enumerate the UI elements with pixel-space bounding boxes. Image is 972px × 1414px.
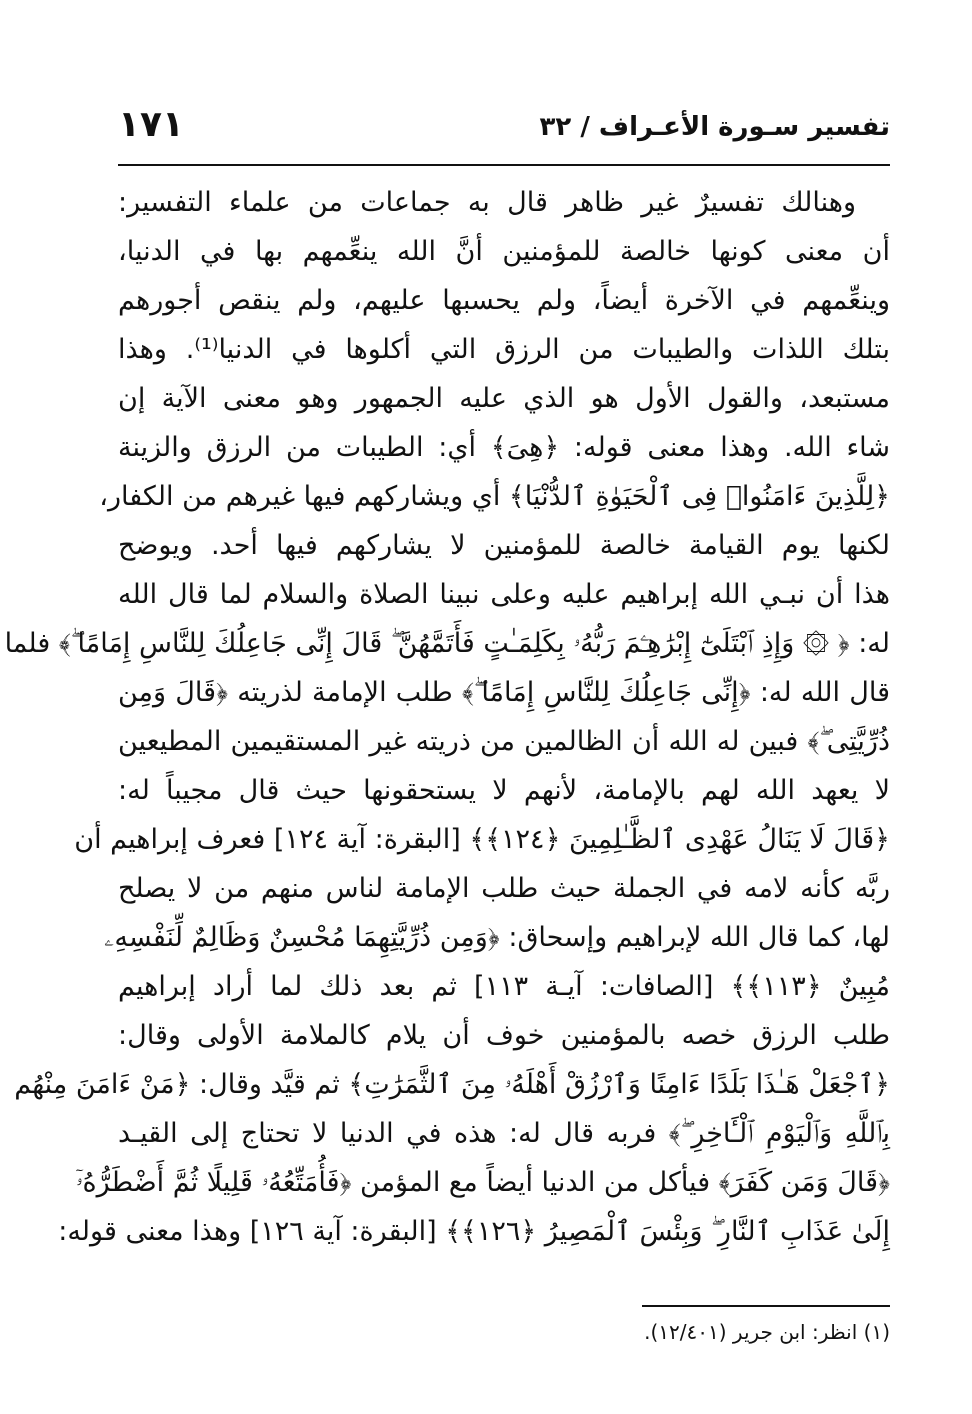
page-header (118, 104, 890, 160)
text-line: مُبِينٌ ﴿١١٣﴾﴾ [الصافات: آيـة ١١٣] ثم بعد ذلك لما أراد إبراهيم (118, 971, 890, 1002)
header-divider (118, 164, 890, 166)
page-number: ١٧١ (118, 104, 184, 145)
text-line: ﴿لِلَّذِينَ ءَامَنُوا۟ فِى ٱلْحَيَوٰةِ ٱلدُّنْيَا﴾ أي ويشاركهم فيها غيرهم من الكفار، (99, 481, 890, 512)
text-line: ذُرِّيَّتِى ۖ﴾ فبين له الله أن الظالمين من ذريته غير المستقيمين المطيعين (118, 726, 890, 757)
text-line: ﴿ٱجْعَلْ هَـٰذَا بَلَدًا ءَامِنًا وَٱرْزُقْ أَهْلَهُۥ مِنَ ٱلثَّمَرَٰتِ﴾ ثم قيَّد وقال: ﴿مَنْ ءَامَنَ مِنْهُم (14, 1069, 890, 1100)
text-line: إِلَىٰ عَذَابِ ٱلنَّارِ ۖ وَبِئْسَ ٱلْمَصِيرُ ﴿١٢٦﴾﴾ [البقرة: آية ١٢٦] وهذا معنى قوله: (58, 1216, 890, 1247)
text-line: وهنالك تفسيرٌ غير ظاهر قال به جماعات من علماء التفسير: (118, 187, 856, 218)
text-line: ﴿قَالَ لَا يَنَالُ عَهْدِى ٱلظَّـٰلِمِينَ ﴿١٢٤﴾﴾ [البقرة: آية ١٢٤] فعرف إبراهيم أن (74, 824, 890, 855)
text-line: ربَّه كأنه لامه في الجملة حيث طلب الإمامة لناس منهم من لا يصلح (118, 873, 890, 904)
text-line: له: ﴿ ۞ وَإِذِ ٱبْتَلَىٰٓ إِبْرَٰهِـۧمَ رَبُّهُۥ بِكَلِمَـٰتٍ فَأَتَمَّهُنَّ ۖ قَالَ إِنِّى جَاعِلُكَ لِلنَّاسِ إِمَامًا ۖ﴾ فلما (4, 628, 890, 659)
footnote: (١) انظر: ابن جرير (١٢/٤٠١). (644, 1320, 890, 1344)
text-line: لا يعهد الله لهم بالإمامة، لأنهم لا يستحقونها حيث قال مجيباً له: (118, 775, 890, 806)
text-line: لها، كما قال الله لإبراهيم وإسحاق: ﴿وَمِن ذُرِّيَّتِهِمَا مُحْسِنٌ وَظَالِمٌ لِّنَفْسِهِۦ (104, 922, 890, 953)
text-line: مستبعد، والقول الأول هو الذي عليه الجمهور وهو معنى الآية إن (118, 383, 890, 414)
running-title: تفسير سـورة الأعـراف / ٣٢ (539, 112, 890, 142)
text-line: بِٱللَّهِ وَٱلْيَوْمِ ٱلْـَٔاخِرِ ۖ﴾ فربه قال له: هذه في الدنيا لا تحتاج إلى القيـد (118, 1118, 890, 1149)
footnote-divider (642, 1305, 890, 1307)
text-line: أن معنى كونها خالصة للمؤمنين أنَّ الله ينعِّمهم بها في الدنيا، (118, 236, 890, 267)
text-line: لكنها يوم القيامة خالصة للمؤمنين لا يشاركهم فيها أحد. ويوضح (118, 530, 890, 561)
text-line: طلب الرزق خصه بالمؤمنين خوف أن يلام كالملامة الأولى وقال: (118, 1020, 890, 1051)
text-line: وينعِّمهم في الآخرة أيضاً، ولم يحسبها عليهم، ولم ينقص أجورهم (118, 285, 890, 316)
text-line: قال الله له: ﴿إِنِّى جَاعِلُكَ لِلنَّاسِ إِمَامًا ۖ﴾ طلب الإمامة لذريته ﴿قَالَ وَمِن (118, 677, 890, 708)
text-line: شاء الله. وهذا معنى قوله: ﴿هِىَ﴾ أي: الطيبات من الرزق والزينة (118, 432, 890, 463)
body-text (4, 178, 890, 1256)
text-line: ﴿قَالَ وَمَن كَفَرَ﴾ فيأكل من الدنيا أيضاً مع المؤمن ﴿فَأُمَتِّعُهُۥ قَلِيلًا ثُمَّ أَضْطَرُّهُۥٓ (75, 1167, 890, 1198)
text-line: هذا أن نبـي الله إبراهيم عليه وعلى نبينا الصلاة والسلام لما قال الله (118, 579, 890, 610)
text-line: بتلك اللذات والطيبات من الرزق التي أكلوها في الدنيا⁽¹⁾. وهذا (118, 334, 890, 365)
